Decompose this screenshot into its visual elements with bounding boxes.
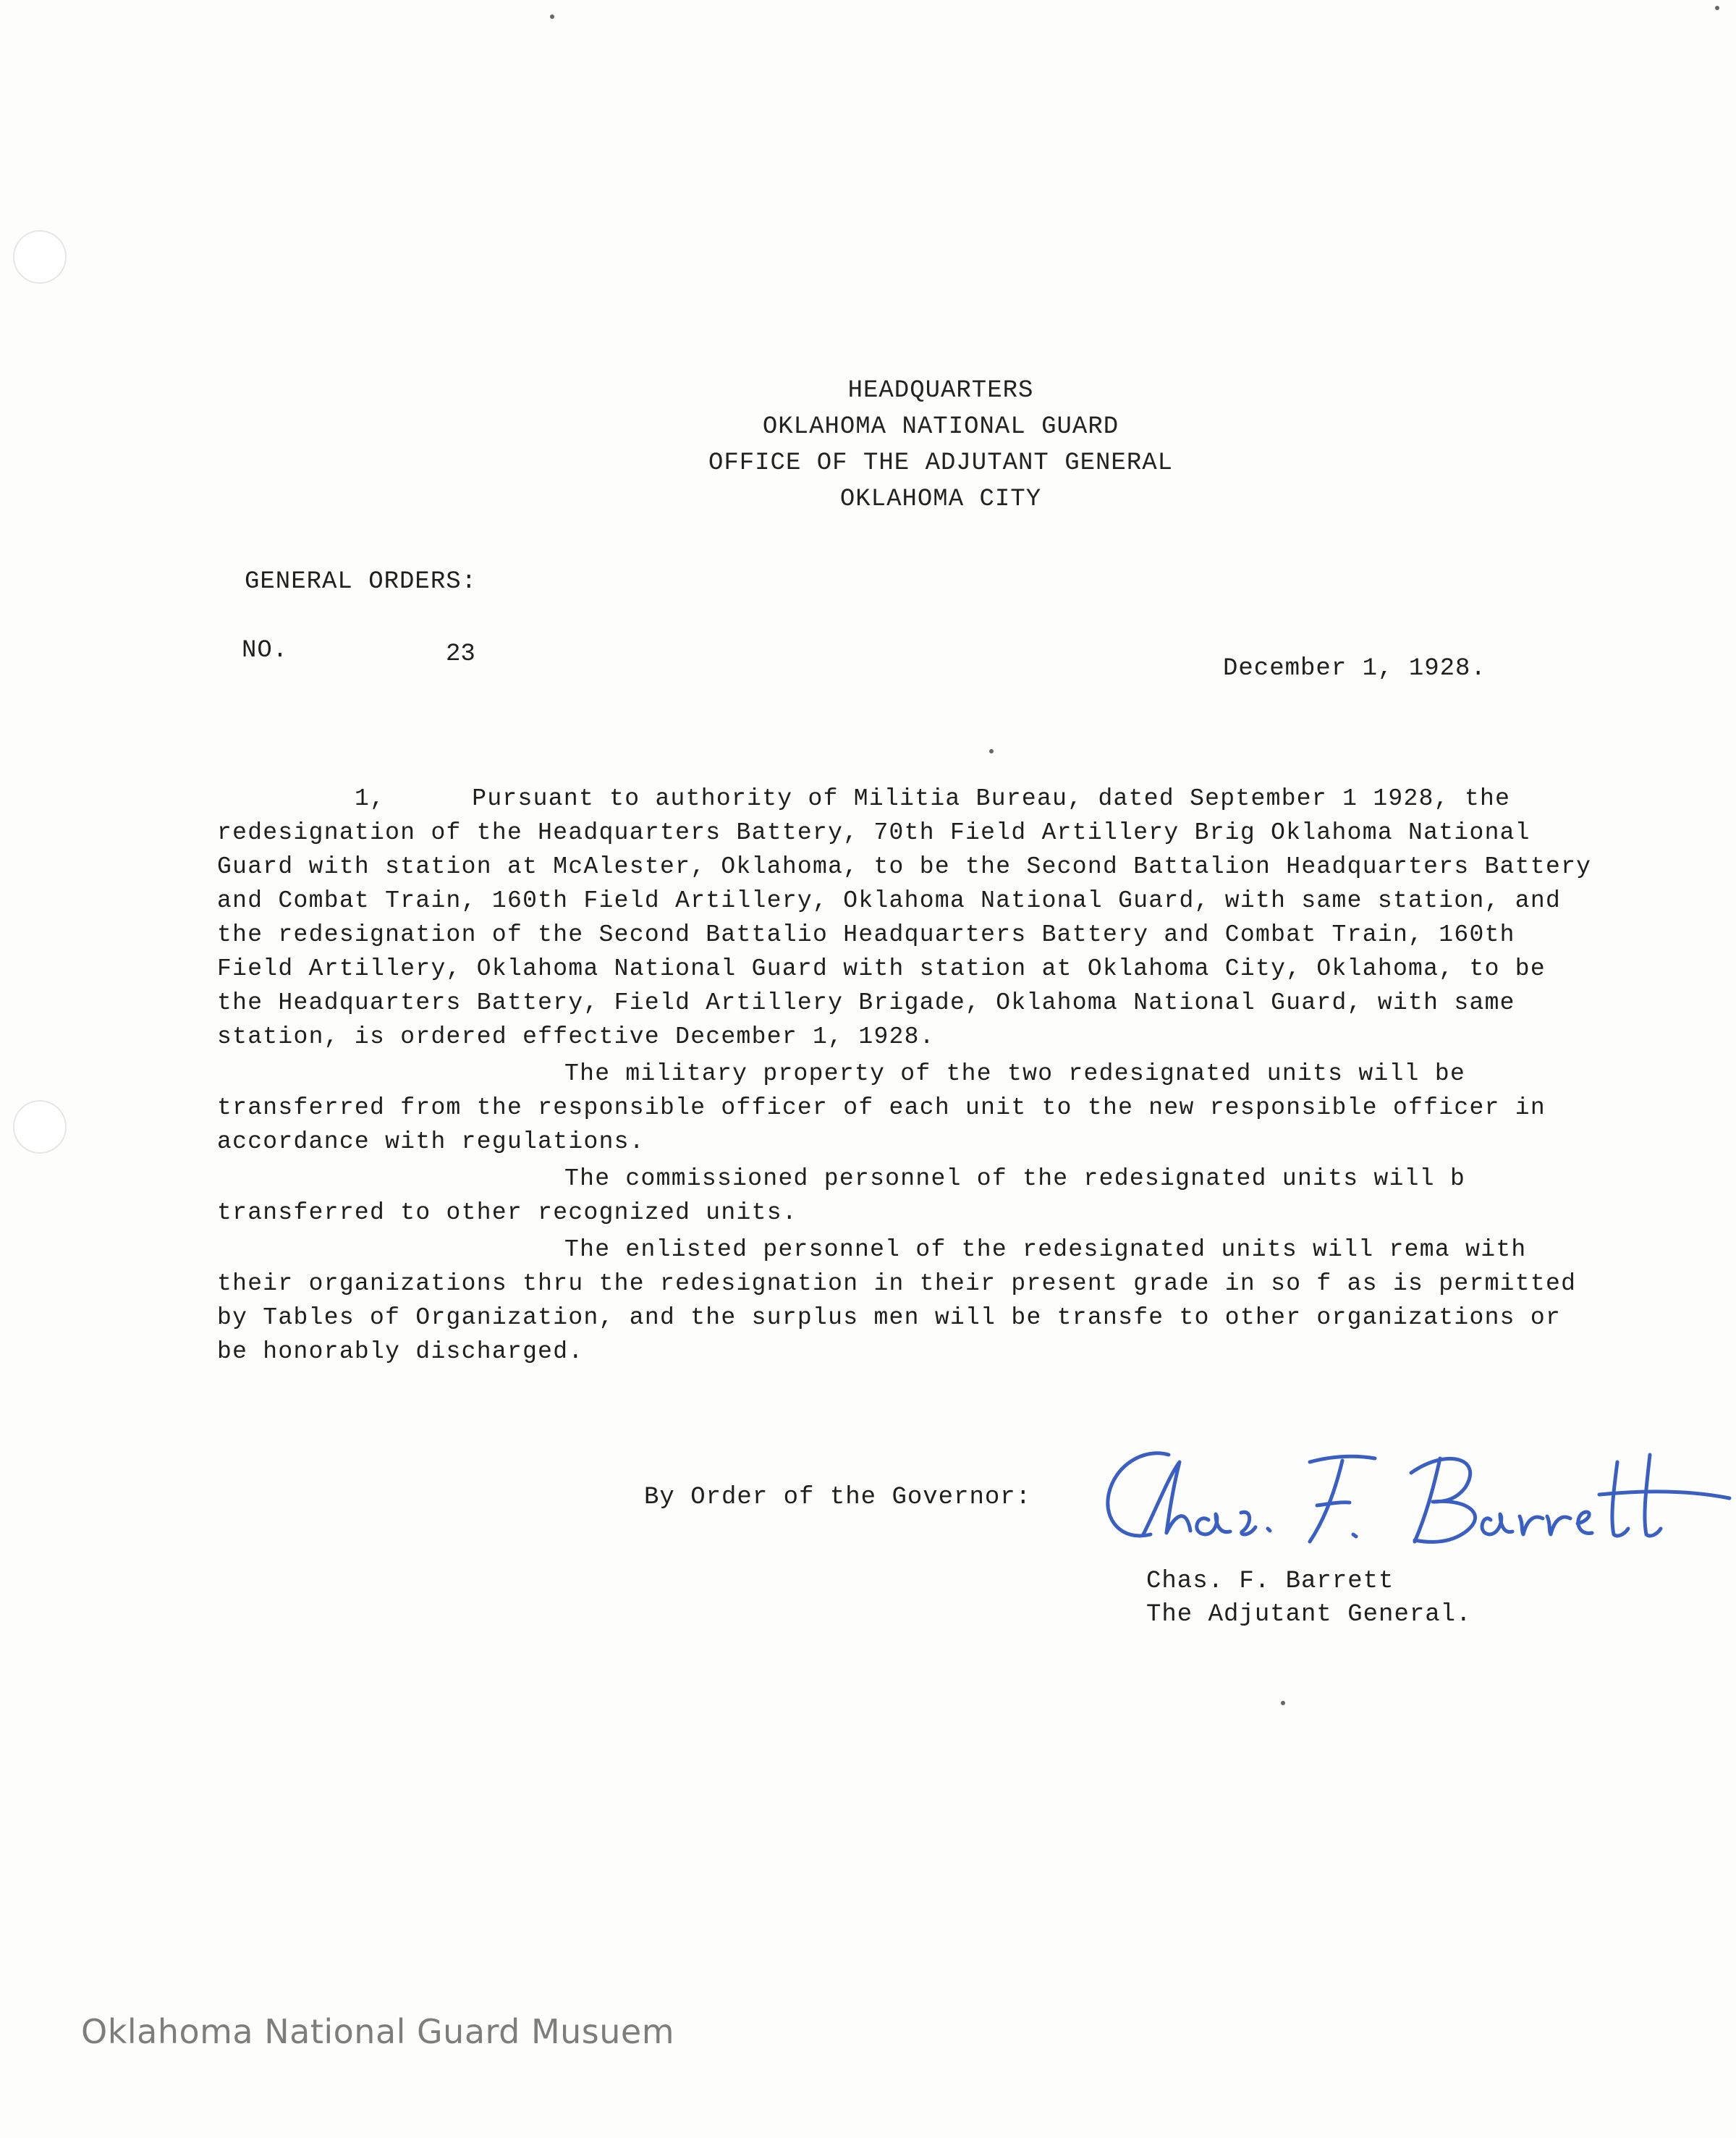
paragraph-4-text: with their organizations thru the redesignation in their present grade in so f as is permitted by Tables of Organization, and the surplus men will be transfe to other organizations or be honorably discharged.	[217, 1236, 1592, 1365]
order-date: December 1, 1928.	[1223, 655, 1486, 683]
letterhead-line: HEADQUARTERS	[847, 377, 1034, 405]
signatory-block	[1146, 1565, 1471, 1631]
order-body	[217, 782, 1607, 1372]
paper-speck	[989, 749, 994, 753]
letterhead	[434, 373, 1447, 517]
signatory-title: The Adjutant General.	[1146, 1601, 1472, 1628]
paragraph-4	[217, 1233, 1592, 1369]
paper-speck	[1281, 1701, 1285, 1705]
paragraph-2-text: be transferred from the responsible officer of each unit to the new responsible officer in accordance with regulations.	[217, 1060, 1562, 1155]
by-order-line: By Order of the Governor:	[644, 1484, 1032, 1511]
letterhead-line: OFFICE OF THE ADJUTANT GENERAL	[708, 449, 1174, 477]
paper-speck	[550, 14, 554, 19]
paper-speck	[1715, 6, 1719, 10]
paragraph-number: 1,	[355, 785, 386, 812]
paragraph-2-first-line: The military property of the two redesignated units will	[564, 1060, 1420, 1087]
paragraph-1-text: 1928, the redesignation of the Headquarters Battery, 70th Field Artillery Brig Oklahoma National Guard with station at McAlester, Oklahoma, to be the Second Battalion Headquarters Battery and Combat Train, 160th Field Artillery, Oklahoma National Guard, with same station, and the redesignation of the Second Battalio Headquarters Battery and Combat Train, 160th Field Artillery, Oklahoma National Guard with station at Oklahoma City, Oklahoma, to be the Headquarters Battery, Field Artillery Brigade, Oklahoma National Guard, with same station, is ordered effective December 1, 1928.	[217, 785, 1607, 1050]
punch-hole	[13, 230, 67, 284]
order-number-label: NO.	[242, 637, 289, 664]
paragraph-3-first-line: The commissioned personnel of the redesignated units will b	[564, 1165, 1466, 1192]
paragraph-1	[217, 782, 1607, 1054]
paragraph-4-first-line: The enlisted personnel of the redesignated units will rema	[564, 1236, 1450, 1263]
museum-watermark: Oklahoma National Guard Musuem	[81, 2012, 675, 2051]
order-number-value: 23	[446, 641, 475, 668]
paragraph-1-first-line: Pursuant to authority of Militia Bureau, dated September 1	[472, 785, 1358, 812]
handwritten-signature	[1100, 1433, 1736, 1571]
letterhead-line: OKLAHOMA CITY	[839, 486, 1042, 513]
signatory-name: Chas. F. Barrett	[1146, 1568, 1394, 1595]
general-orders-label: GENERAL ORDERS:	[245, 568, 478, 596]
paragraph-3	[217, 1162, 1592, 1230]
punch-hole	[13, 1100, 67, 1154]
paragraph-3-text: transferred to other recognized units.	[217, 1199, 797, 1226]
letterhead-line: OKLAHOMA NATIONAL GUARD	[762, 413, 1119, 441]
paragraph-2	[217, 1057, 1592, 1159]
